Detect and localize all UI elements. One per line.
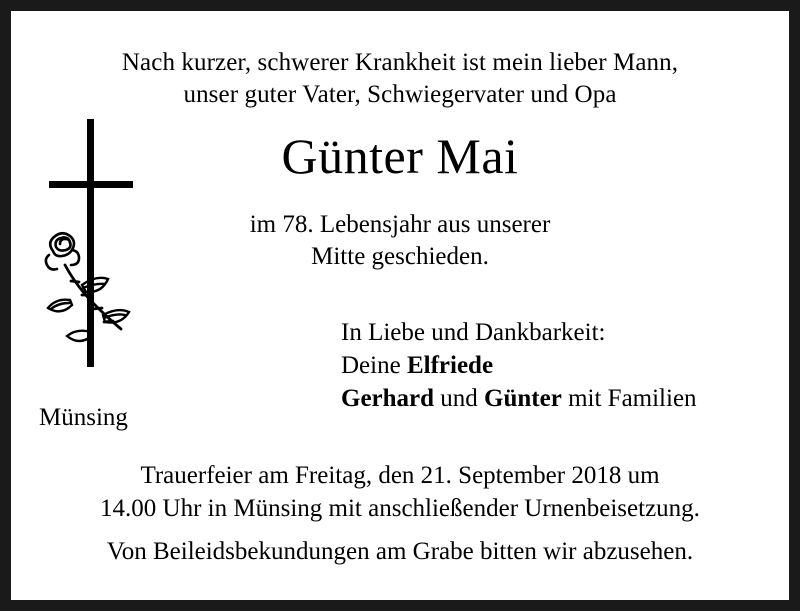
notice-content: [11, 11, 789, 600]
intro-line-1: Nach kurzer, schwerer Krankheit ist mein lieber Mann,: [121, 49, 679, 76]
intro-text: [11, 47, 789, 111]
passing-line-2: Mitte geschieden.: [311, 243, 489, 270]
closing-request: Von Beileidsbekundungen am Grabe bitten wir abzusehen.: [106, 538, 694, 565]
passing-text: [11, 209, 789, 273]
place-name: Münsing: [39, 404, 128, 431]
mourner-elfriede: Elfriede: [406, 352, 494, 379]
dedication-prefix: Deine: [341, 352, 407, 379]
funeral-service-details: [11, 460, 789, 525]
mourner-guenter: Günter: [484, 385, 562, 412]
dedication-heading: In Liebe und Dankbarkeit:: [341, 319, 606, 346]
deceased-name: Günter Mai: [281, 128, 519, 184]
dedication-conjunction: und: [434, 385, 485, 412]
dedication-block: [341, 316, 697, 415]
passing-line-1: im 78. Lebensjahr aus unserer: [249, 211, 551, 238]
mourner-gerhard: Gerhard: [341, 385, 435, 412]
dedication-suffix: mit Familien: [561, 385, 697, 412]
intro-line-2: unser guter Vater, Schwiegervater und Opa: [183, 81, 617, 108]
dedication-line-2: [341, 382, 697, 415]
dedication-line-1: [341, 349, 697, 382]
service-line-1: Trauerfeier am Freitag, den 21. September 2018 um: [140, 462, 660, 489]
service-line-2: 14.00 Uhr in Münsing mit anschließender Urnenbeisetzung.: [100, 494, 700, 522]
